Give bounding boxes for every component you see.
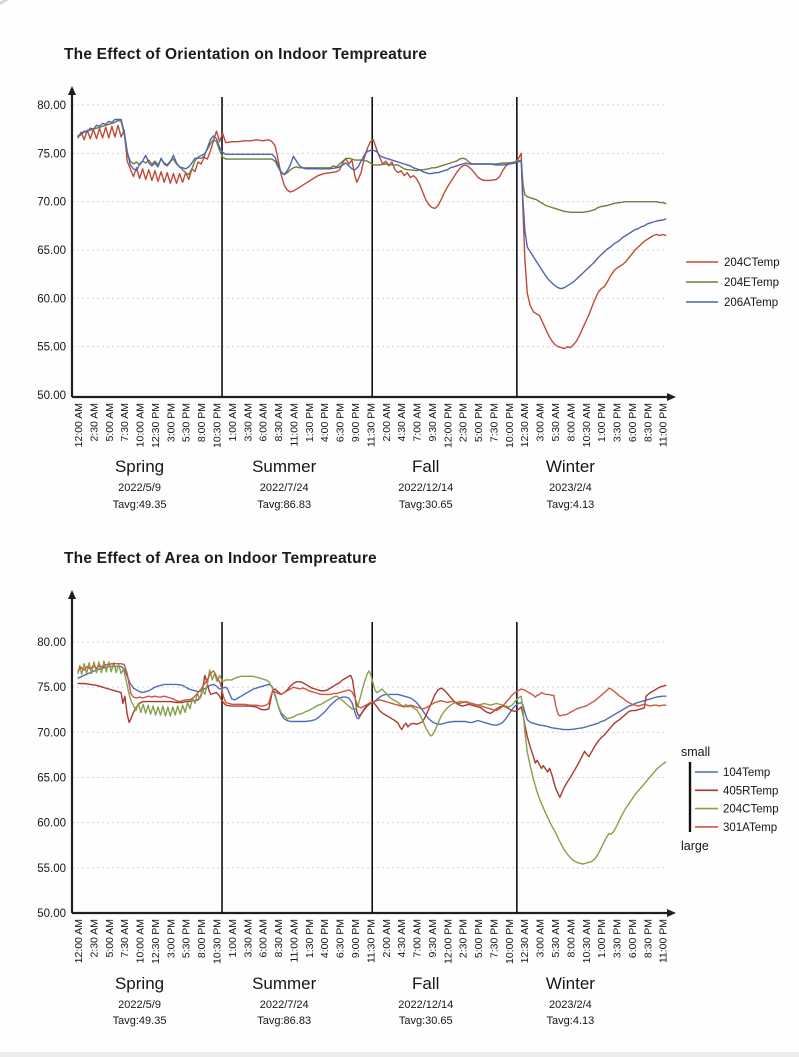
season-date: 2023/2/4 [548,999,592,1011]
season-date: 2022/7/24 [259,999,309,1011]
season-date: 2022/5/9 [118,999,161,1011]
season-tavg: Tavg:30.65 [398,499,453,511]
x-tick-label: 5:00 PM [473,403,486,443]
y-tick-label: 60.00 [37,817,66,830]
x-tick-label: 1:00 PM [596,919,609,959]
x-tick-label: 7:30 AM [119,403,132,442]
season-label: Spring [114,974,165,993]
y-tick-label: 80.00 [37,100,66,112]
x-tick-label: 5:00 PM [473,919,486,959]
chart-title-orientation: The Effect of Orientation on Indoor Tempreature [64,46,428,63]
x-tick-label: 7:30 PM [488,919,501,959]
y-tick-label: 65.00 [37,245,66,258]
season-date: 2022/12/14 [398,482,454,494]
x-tick-label: 1:00 AM [226,403,239,442]
x-tick-label: 3:00 AM [534,919,547,958]
x-tick-label: 12:30 PM [149,919,162,964]
y-tick-label: 50.00 [37,907,66,920]
x-tick-label: 8:30 PM [642,403,655,443]
x-tick-label: 5:00 AM [103,919,116,958]
x-tick-label: 6:30 PM [334,919,347,959]
legend-label-204ctemp: 204CTemp [723,803,779,816]
y-tick-label: 70.00 [37,196,66,209]
x-axis-arrowhead [667,909,676,917]
x-tick-label: 5:30 AM [550,403,563,442]
x-tick-label: 12:00 PM [442,919,455,964]
x-tick-label: 11:30 PM [365,919,378,964]
season-date: 2022/7/24 [259,482,309,494]
x-tick-label: 6:00 PM [626,403,639,443]
season-tavg: Tavg:4.13 [546,1015,595,1027]
x-tick-label: 6:00 AM [257,919,270,958]
legend-large-label: large [681,839,709,853]
x-tick-label: 9:30 AM [426,919,439,958]
x-tick-label: 3:30 AM [242,403,255,442]
season-tavg: Tavg:49.35 [112,1015,167,1027]
x-tick-label: 5:30 PM [180,403,193,443]
x-tick-label: 2:30 AM [88,919,101,958]
x-tick-label: 4:00 PM [319,919,332,959]
x-tick-label: 8:00 AM [565,919,578,958]
season-tavg: Tavg:86.83 [257,499,312,511]
x-tick-label: 10:30 PM [211,403,224,448]
legend-small-label: small [681,745,711,759]
y-tick-label: 80.00 [37,637,66,649]
x-tick-label: 2:00 AM [380,403,393,442]
y-tick-label: 55.00 [37,862,66,875]
x-tick-label: 8:30 AM [273,919,286,958]
x-tick-label: 1:00 AM [226,919,239,958]
x-tick-label: 12:30 AM [519,919,532,964]
x-tick-label: 2:30 PM [457,919,470,959]
season-tavg: Tavg:4.13 [546,499,595,511]
x-tick-label: 1:30 PM [303,403,316,443]
season-tavg: Tavg:30.65 [398,1015,453,1027]
x-tick-label: 4:30 AM [396,403,409,442]
x-tick-label: 1:30 PM [303,919,316,959]
x-tick-label: 11:00 AM [288,919,301,963]
x-tick-label: 10:30 PM [211,919,224,964]
x-tick-label: 4:30 AM [396,919,409,958]
x-tick-label: 1:00 PM [596,403,609,443]
legend-label-204etemp: 204ETemp [724,277,779,289]
x-tick-label: 5:30 PM [180,919,193,959]
x-tick-label: 3:00 AM [534,403,547,442]
season-date: 2022/12/14 [398,999,454,1011]
x-tick-label: 8:00 AM [565,403,578,442]
x-tick-label: 5:00 AM [103,403,116,442]
x-tick-label: 2:30 PM [457,403,470,443]
season-label: Spring [114,457,165,476]
x-tick-label: 4:00 PM [319,403,332,443]
y-axis-arrowhead [68,86,76,95]
y-tick-label: 65.00 [37,772,66,785]
legend-label-204ctemp: 204CTemp [724,257,780,269]
x-tick-label: 9:30 AM [426,403,439,442]
x-tick-label: 2:00 AM [380,919,393,958]
x-tick-label: 8:00 PM [196,919,209,959]
x-tick-label: 12:30 AM [519,403,532,448]
y-tick-label: 50.00 [37,390,66,403]
area-plot [0,530,799,1057]
x-tick-label: 3:30 PM [611,403,624,443]
x-tick-label: 7:00 AM [411,403,424,442]
legend-label-206atemp: 206ATemp [724,297,779,309]
x-tick-label: 8:30 PM [642,919,655,959]
season-label: Fall [412,457,440,476]
x-tick-label: 7:30 AM [119,919,132,958]
season-label: Winter [545,974,595,993]
x-tick-label: 10:00 PM [503,919,516,964]
legend-label-301atemp: 301ATemp [723,821,778,834]
y-tick-label: 55.00 [37,341,66,354]
chart-area [0,530,799,1057]
legend-label-104temp: 104Temp [723,767,771,779]
x-tick-label: 8:00 PM [196,403,209,443]
x-tick-label: 9:00 PM [349,919,362,959]
y-tick-label: 75.00 [37,148,66,161]
x-tick-label: 11:00 PM [657,403,670,448]
x-tick-label: 3:30 PM [611,919,624,959]
x-tick-label: 7:00 AM [411,919,424,958]
season-tavg: Tavg:86.83 [257,1015,312,1027]
season-tavg: Tavg:49.35 [112,499,167,511]
season-date: 2023/2/4 [548,482,592,494]
x-tick-label: 12:00 AM [73,403,85,448]
chart-title-area: The Effect of Area on Indoor Tempreature [64,550,377,567]
season-date: 2022/5/9 [118,482,161,494]
x-axis-arrowhead [667,393,676,401]
x-tick-label: 10:00 AM [134,919,147,964]
x-tick-label: 10:30 AM [580,403,593,448]
x-tick-label: 10:30 AM [580,919,593,964]
x-tick-label: 11:30 PM [365,403,378,448]
x-tick-label: 7:30 PM [488,403,501,443]
y-tick-label: 70.00 [37,727,66,740]
y-tick-label: 75.00 [37,682,66,695]
x-tick-label: 6:30 PM [334,403,347,443]
x-tick-label: 12:00 PM [442,403,455,448]
season-label: Fall [412,974,440,993]
x-tick-label: 3:00 PM [165,919,178,959]
x-tick-label: 5:30 AM [550,919,563,958]
x-tick-label: 12:00 AM [73,919,85,964]
x-tick-label: 11:00 AM [288,403,301,447]
x-tick-label: 8:30 AM [273,403,286,442]
season-label: Winter [545,457,595,476]
season-label: Summer [252,457,317,476]
x-tick-label: 10:00 AM [134,403,147,448]
x-tick-label: 11:00 PM [657,919,670,964]
x-tick-label: 2:30 AM [88,403,101,442]
legend-label-405rtemp: 405RTemp [723,785,779,798]
y-tick-label: 60.00 [37,293,66,306]
x-tick-label: 10:00 PM [503,403,516,448]
x-tick-label: 3:30 AM [242,919,255,958]
y-axis-arrowhead [68,590,76,599]
x-tick-label: 12:30 PM [149,403,162,448]
x-tick-label: 9:00 PM [349,403,362,443]
season-label: Summer [252,974,317,993]
x-tick-label: 6:00 AM [257,403,270,442]
x-tick-label: 6:00 PM [626,919,639,959]
scan-edge-shadow [0,1052,799,1057]
x-tick-label: 3:00 PM [165,403,178,443]
